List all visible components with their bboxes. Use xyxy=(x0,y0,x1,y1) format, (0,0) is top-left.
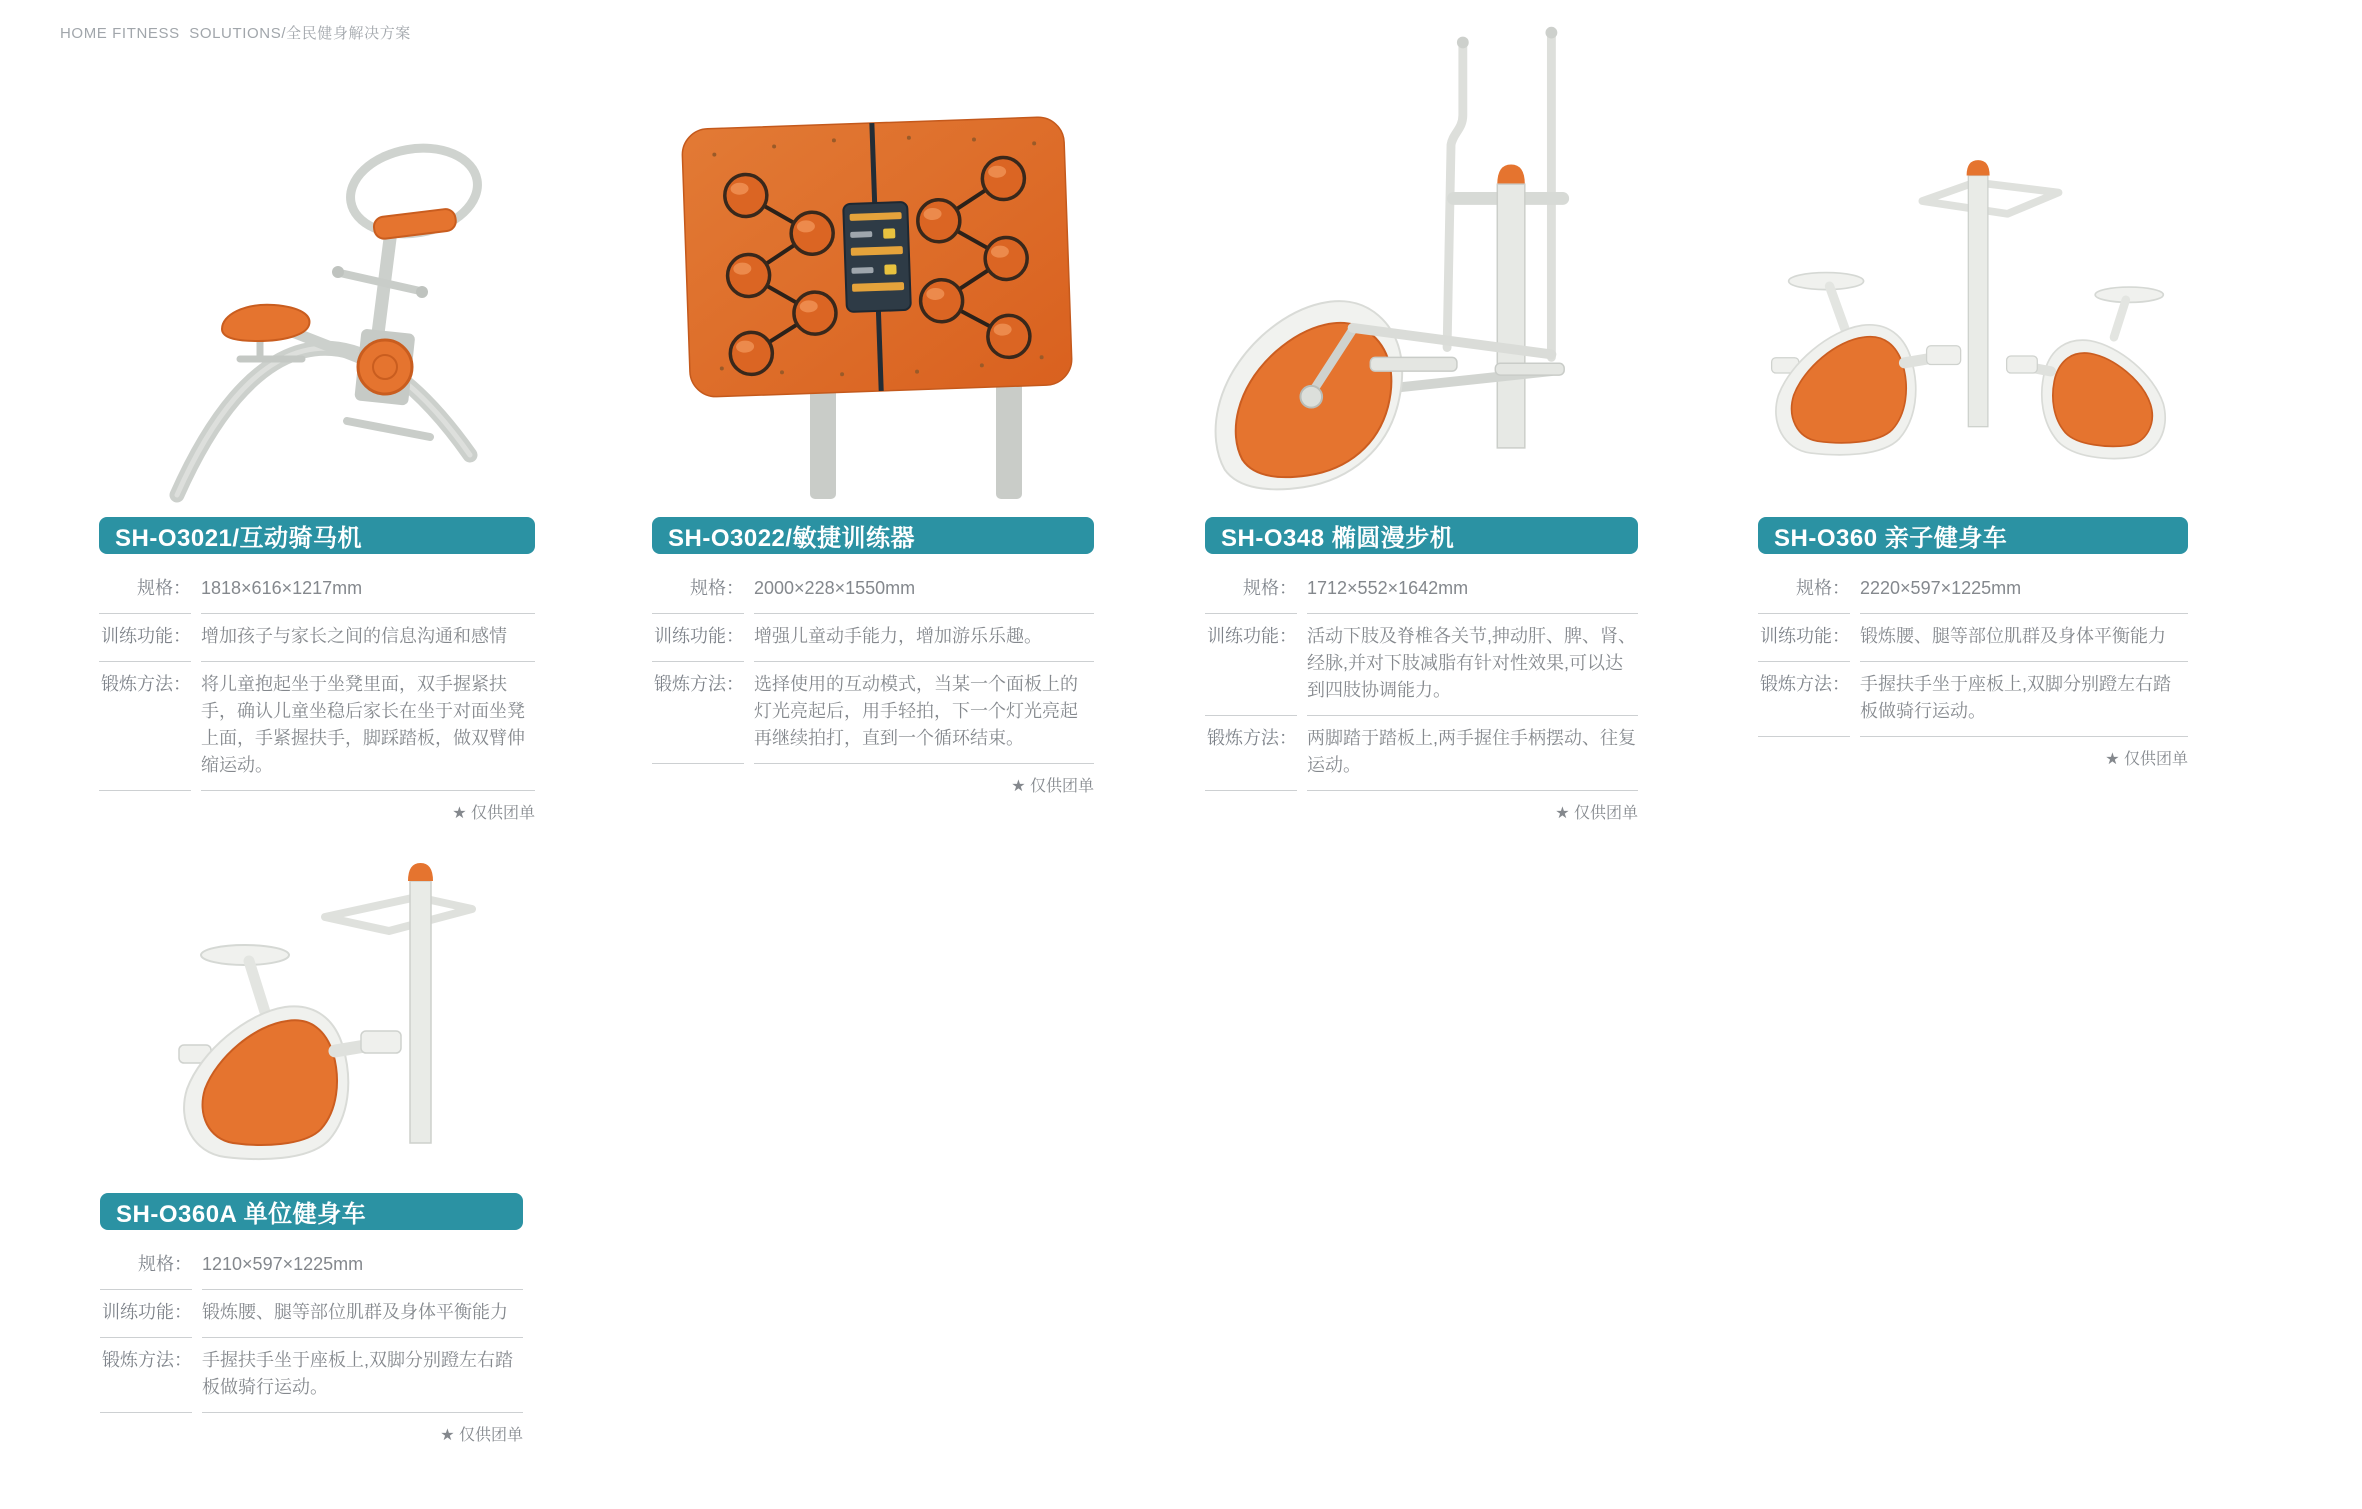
product-image-riding-machine xyxy=(99,80,535,517)
product-image-unit-bike xyxy=(100,756,523,1193)
group-order-note: ★ 仅供团单 xyxy=(1011,778,1094,795)
group-order-note: ★ 仅供团单 xyxy=(440,1427,523,1444)
method-label: 锻炼方法： xyxy=(99,662,191,791)
product-card-sh-o348 xyxy=(1205,80,1638,823)
spec-row xyxy=(1758,566,2188,614)
method-row xyxy=(1205,716,1638,791)
method-label: 锻炼方法： xyxy=(100,1338,192,1413)
product-card-sh-o360 xyxy=(1758,80,2188,769)
function-row xyxy=(1205,614,1638,716)
function-value: 锻炼腰、腿等部位肌群及身体平衡能力 xyxy=(1860,614,2188,662)
method-row xyxy=(100,1338,523,1413)
spec-value: 1712×552×1642mm xyxy=(1307,566,1638,614)
riding-machine-illustration xyxy=(152,103,482,503)
product-title-bar xyxy=(99,517,535,554)
spec-label: 规格： xyxy=(99,566,191,614)
function-value: 活动下肢及脊椎各关节,抻动肝、脾、肾、经脉,并对下肢减脂有针对性效果,可以达到四肢协调能力。 xyxy=(1307,614,1638,716)
spec-value: 1818×616×1217mm xyxy=(201,566,535,614)
spec-label: 规格： xyxy=(1758,566,1850,614)
function-label: 训练功能： xyxy=(652,614,744,662)
spec-row xyxy=(100,1242,523,1290)
product-card-sh-o360a xyxy=(100,756,523,1445)
parent-child-bike-illustration xyxy=(1758,83,2188,503)
product-info xyxy=(100,1242,523,1445)
product-title: SH-O348 椭圆漫步机 xyxy=(1221,525,1455,552)
function-value: 增强儿童动手能力，增加游乐乐趣。 xyxy=(754,614,1094,662)
function-label: 训练功能： xyxy=(1205,614,1297,716)
group-order-note: ★ 仅供团单 xyxy=(2105,751,2188,768)
method-label: 锻炼方法： xyxy=(652,662,744,764)
function-label: 训练功能： xyxy=(100,1290,192,1338)
method-label: 锻炼方法： xyxy=(1205,716,1297,791)
spec-value: 2000×228×1550mm xyxy=(754,566,1094,614)
group-order-note: ★ 仅供团单 xyxy=(452,805,535,822)
function-row xyxy=(100,1290,523,1338)
spec-label: 规格： xyxy=(100,1242,192,1290)
product-title: SH-O360 亲子健身车 xyxy=(1774,525,2008,552)
unit-bike-illustration xyxy=(127,807,497,1179)
function-value: 锻炼腰、腿等部位肌群及身体平衡能力 xyxy=(202,1290,523,1338)
method-label: 锻炼方法： xyxy=(1758,662,1850,737)
method-value: 两脚踏于踏板上,两手握住手柄摆动、往复运动。 xyxy=(1307,716,1638,791)
function-label: 训练功能： xyxy=(99,614,191,662)
method-row xyxy=(1758,662,2188,737)
product-title-bar xyxy=(652,517,1094,554)
product-info xyxy=(1205,566,1638,823)
spec-label: 规格： xyxy=(1205,566,1297,614)
function-row xyxy=(652,614,1094,662)
product-title: SH-O3022/敏捷训练器 xyxy=(668,525,916,552)
spec-value: 1210×597×1225mm xyxy=(202,1242,523,1290)
spec-row xyxy=(652,566,1094,614)
spec-row xyxy=(1205,566,1638,614)
group-order-note: ★ 仅供团单 xyxy=(1555,805,1638,822)
product-title-bar xyxy=(100,1193,523,1230)
method-row xyxy=(652,662,1094,764)
agility-trainer-illustration xyxy=(658,91,1088,503)
method-value: 将儿童抱起坐于坐凳里面，双手握紧扶手，确认儿童坐稳后家长在坐于对面坐凳上面，手紧握扶手，脚踩踏板，做双臂伸缩运动。 xyxy=(201,662,535,791)
spec-label: 规格： xyxy=(652,566,744,614)
elliptical-walker-illustration xyxy=(1205,11,1638,503)
product-info xyxy=(1758,566,2188,769)
function-row xyxy=(99,614,535,662)
product-image-parent-child-bike xyxy=(1758,80,2188,517)
method-value: 选择使用的互动模式，当某一个面板上的灯光亮起后，用手轻拍，下一个灯光亮起再继续拍打，直到一个循环结束。 xyxy=(754,662,1094,764)
product-title-bar xyxy=(1205,517,1638,554)
product-info xyxy=(652,566,1094,796)
product-title: SH-O360A 单位健身车 xyxy=(116,1201,367,1228)
product-card-sh-o3021 xyxy=(99,80,535,823)
function-label: 训练功能： xyxy=(1758,614,1850,662)
method-value: 手握扶手坐于座板上,双脚分别蹬左右踏板做骑行运动。 xyxy=(202,1338,523,1413)
product-card-sh-o3022 xyxy=(652,80,1094,796)
function-value: 增加孩子与家长之间的信息沟通和感情 xyxy=(201,614,535,662)
product-title-bar xyxy=(1758,517,2188,554)
product-image-elliptical-walker xyxy=(1205,80,1638,517)
spec-value: 2220×597×1225mm xyxy=(1860,566,2188,614)
method-value: 手握扶手坐于座板上,双脚分别蹬左右踏板做骑行运动。 xyxy=(1860,662,2188,737)
page-header: HOME FITNESS SOLUTIONS/全民健身解决方案 xyxy=(60,25,411,42)
product-title: SH-O3021/互动骑马机 xyxy=(115,525,363,552)
spec-row xyxy=(99,566,535,614)
product-image-agility-trainer xyxy=(652,80,1094,517)
function-row xyxy=(1758,614,2188,662)
